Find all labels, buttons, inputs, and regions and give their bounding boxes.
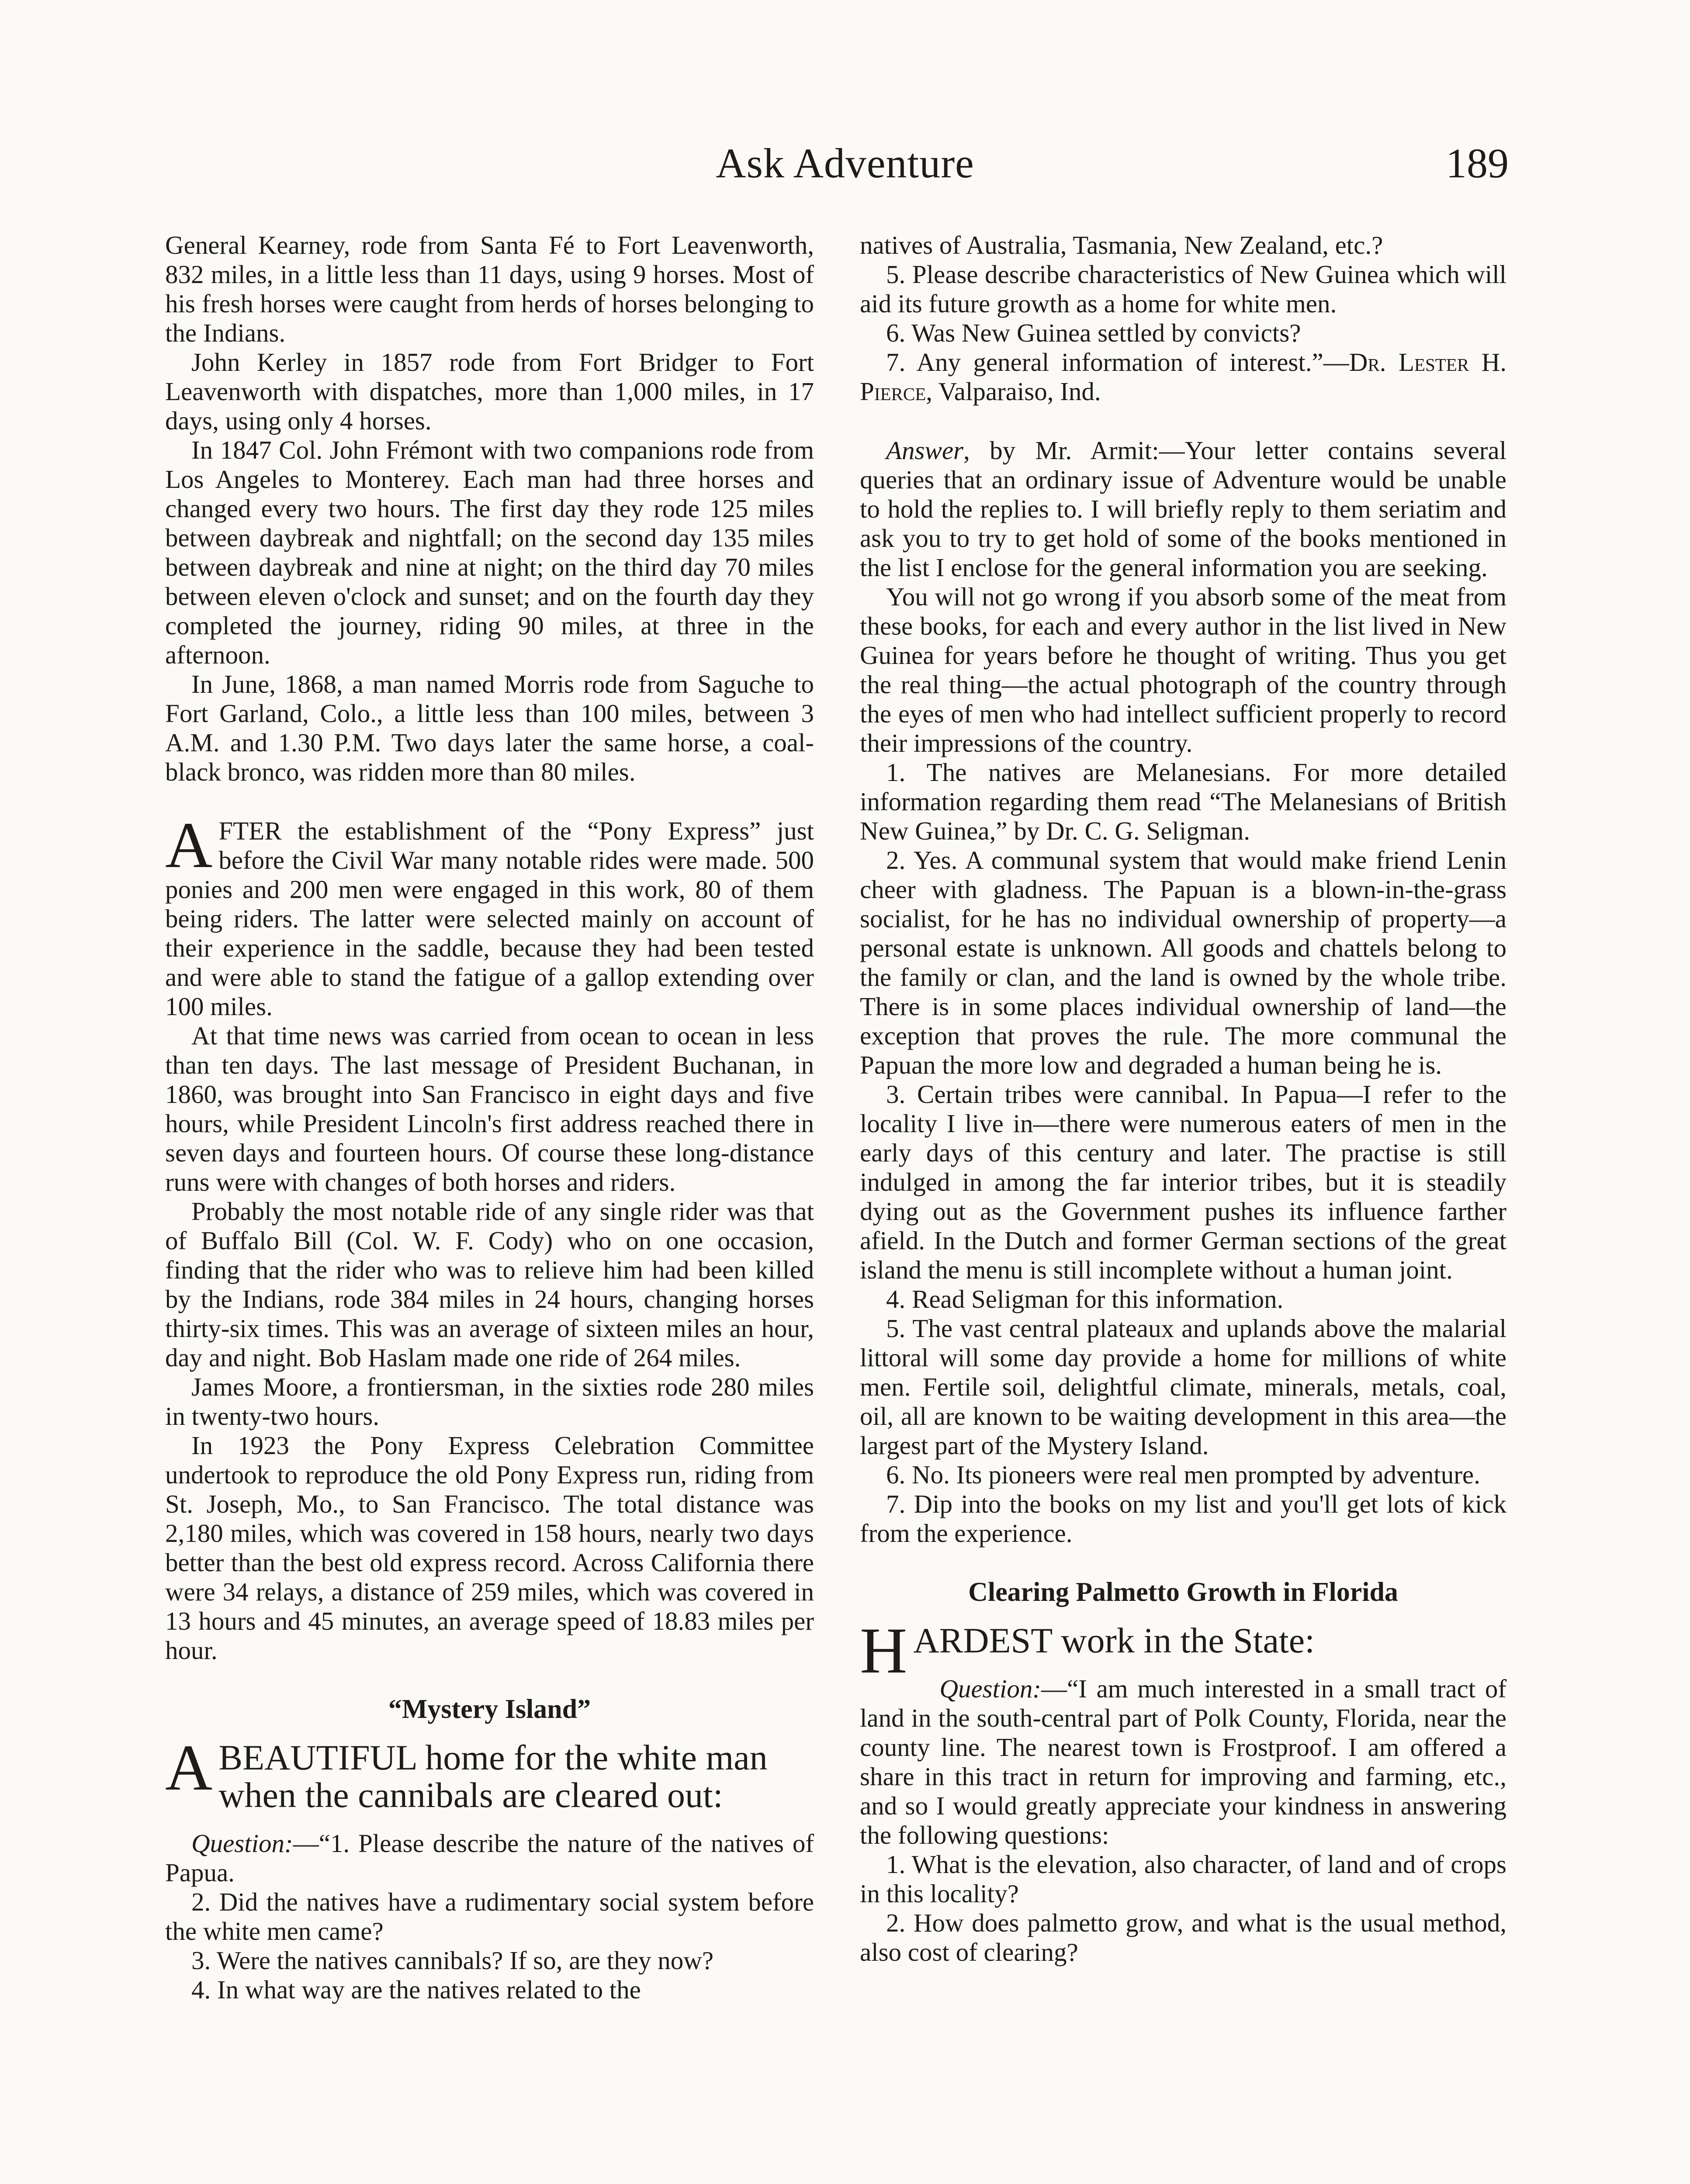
paragraph: 2. How does palmetto grow, and what is the usual method, also cost of clearing? bbox=[860, 1908, 1506, 1966]
right-column bbox=[860, 231, 1506, 1967]
paragraph: 6. No. Its pioneers were real men prompted by adventure. bbox=[886, 1460, 1480, 1489]
paragraph: 2. Did the natives have a rudimentary social system before the white men came? bbox=[165, 1887, 814, 1946]
paragraph: 4. In what way are the natives related to the bbox=[191, 1975, 641, 2004]
paragraph: natives of Australia, Tasmania, New Zealand, etc.? bbox=[860, 231, 1383, 259]
running-title: Ask Adventure bbox=[716, 140, 974, 187]
section-title-florida: Clearing Palmetto Growth in Florida bbox=[968, 1577, 1398, 1607]
drop-cap: H bbox=[860, 1614, 907, 1687]
section-intro: ABEAUTIFUL home for the white man when the cannibals are cleared out: bbox=[165, 1731, 768, 1815]
page-header bbox=[0, 139, 1690, 200]
paragraph: John Kerley in 1857 rode from Fort Bridger to Fort Leavenworth with dispatches, more than 1,000 miles, in 17 days, using only 4 horses. bbox=[165, 348, 814, 435]
paragraph: In 1923 the Pony Express Celebration Committee undertook to reproduce the old Pony Express run, riding from St. Joseph, Mo., to San Francisco. The total distance was 2,180 miles, which was covered in 158 hours, nearly two days better than the best old express record. Across California there were 34 relays, a distance of 259 miles, which was covered in 13 hours and 45 minutes, an average speed of 18.83 miles per hour. bbox=[165, 1431, 814, 1665]
left-column bbox=[165, 231, 814, 2004]
paragraph: 2. Yes. A communal system that would make friend Lenin cheer with gladness. The Papuan is a blown-in-the-grass socialist, for he has no individual ownership of property—a personal estate is unknown. All goods and chattels belong to the family or clan, and the land is owned by the whole tribe. There is in some places individual ownership of land—the exception that proves the rule. The more communal the Papuan the more low and degraded a human being he is. bbox=[860, 846, 1506, 1079]
paragraph: 5. The vast central plateaux and uplands above the malarial littoral will some day provide a home for millions of white men. Fertile soil, delightful climate, minerals, metals, coal, oil, all are known to be waiting development in this area—the largest part of the Mystery Island. bbox=[860, 1314, 1506, 1460]
paragraph-dropcap: AFTER the establishment of the “Pony Express” just before the Civil War many notable rides were made. 500 ponies and 200 men were engaged in this work, 80 of them being riders. The latter were selected mainly on account of their experience in the saddle, because they had been tested and were able to stand the fatigue of a gallop extending over 100 miles. bbox=[165, 809, 814, 1021]
paragraph: 1. What is the elevation, also character, of land and of crops in this locality? bbox=[860, 1850, 1506, 1908]
paragraph: 4. Read Seligman for this information. bbox=[886, 1285, 1284, 1313]
paragraph-with-signature: 7. Any general information of interest.”—Dr. Lester H. Pierce, Valparaiso, Ind. bbox=[860, 348, 1506, 406]
section-title-mystery-island: “Mystery Island” bbox=[388, 1694, 591, 1724]
paragraph: In June, 1868, a man named Morris rode from Saguche to Fort Garland, Colo., a little less than 100 miles, between 3 A.M. and 1.30 P.M. Two days later the same horse, a coal-black bronco, was ridden more than 80 miles. bbox=[165, 670, 814, 786]
paragraph: 6. Was New Guinea settled by convicts? bbox=[886, 318, 1301, 347]
paragraph: James Moore, a frontiersman, in the sixties rode 280 miles in twenty-two hours. bbox=[165, 1372, 814, 1431]
question-paragraph: Question:—“I am much interested in a small tract of land in the south-central part of Polk County, Florida, near the county line. The nearest town is Frostproof. I am offered a share in this tract in return for improving and farming, etc., and so I would greatly appreciate your kindness in answering the following questions: bbox=[860, 1674, 1506, 1849]
paragraph: 3. Were the natives cannibals? If so, are they now? bbox=[191, 1946, 714, 1975]
paragraph: 5. Please describe characteristics of New Guinea which will aid its future growth as a home for white men. bbox=[860, 260, 1506, 318]
page-number: 189 bbox=[1446, 140, 1509, 187]
paragraph: 1. The natives are Melanesians. For more detailed information regarding them read “The Melanesians of British New Guinea,” by Dr. C. G. Seligman. bbox=[860, 758, 1506, 845]
drop-cap: A bbox=[165, 1731, 213, 1804]
drop-cap: A bbox=[165, 809, 213, 881]
paragraph: 7. Dip into the books on my list and you'll get lots of kick from the experience. bbox=[860, 1489, 1506, 1548]
paragraph: At that time news was carried from ocean to ocean in less than ten days. The last message of President Buchanan, in 1860, was brought into San Francisco in eight days and five hours, while President Lincoln's first address reached there in seven days and fourteen hours. Of course these long-distance runs were with changes of both horses and riders. bbox=[165, 1021, 814, 1196]
paragraph: General Kearney, rode from Santa Fé to Fort Leavenworth, 832 miles, in a little less than 11 days, using 9 horses. Most of his fresh horses were caught from herds of horses belonging to the Indians. bbox=[165, 231, 814, 347]
paragraph: Probably the most notable ride of any single rider was that of Buffalo Bill (Col. W. F. Cody) who on one occasion, finding that the rider who was to relieve him had been killed by the Indians, rode 384 miles in 24 hours, changing horses thirty-six times. This was an average of sixteen miles an hour, day and night. Bob Haslam made one ride of 264 miles. bbox=[165, 1197, 814, 1372]
paragraph: In 1847 Col. John Frémont with two companions rode from Los Angeles to Monterey. Each man had three horses and changed every two hours. The first day they rode 125 miles between daybreak and nightfall; on the second day 135 miles between daybreak and nine at night; on the third day 70 miles between eleven o'clock and sunset; and on the fourth day they completed the journey, riding 90 miles, at three in the afternoon. bbox=[165, 435, 814, 669]
question-paragraph: Question:—“1. Please describe the nature of the natives of Papua. bbox=[165, 1829, 814, 1887]
paragraph: You will not go wrong if you absorb some of the meat from these books, for each and every author in the list lived in New Guinea for years before he thought of writing. Thus you get the real thing—the actual photograph of the country through the eyes of men who had intellect sufficient properly to record their impressions of the country. bbox=[860, 582, 1506, 757]
signature: Dr. Lester H. Pierce bbox=[860, 348, 1506, 406]
answer-paragraph: Answer, by Mr. Armit:—Your letter contains several queries that an ordinary issue of Adventure would be unable to hold the replies to. I will briefly reply to them seriatim and ask you to try to get hold of some of the books mentioned in the list I enclose for the general information you are seeking. bbox=[860, 436, 1506, 582]
section-intro: HARDEST work in the State: bbox=[860, 1614, 1315, 1687]
paragraph: 3. Certain tribes were cannibal. In Papua—I refer to the locality I live in—there were numerous eaters of men in the early days of this century and later. The practise is still indulged in among the far interior tribes, but it is steadily dying out as the Government pushes its influence farther afield. In the Dutch and former German sections of the great island the menu is still incomplete without a human joint. bbox=[860, 1080, 1506, 1284]
